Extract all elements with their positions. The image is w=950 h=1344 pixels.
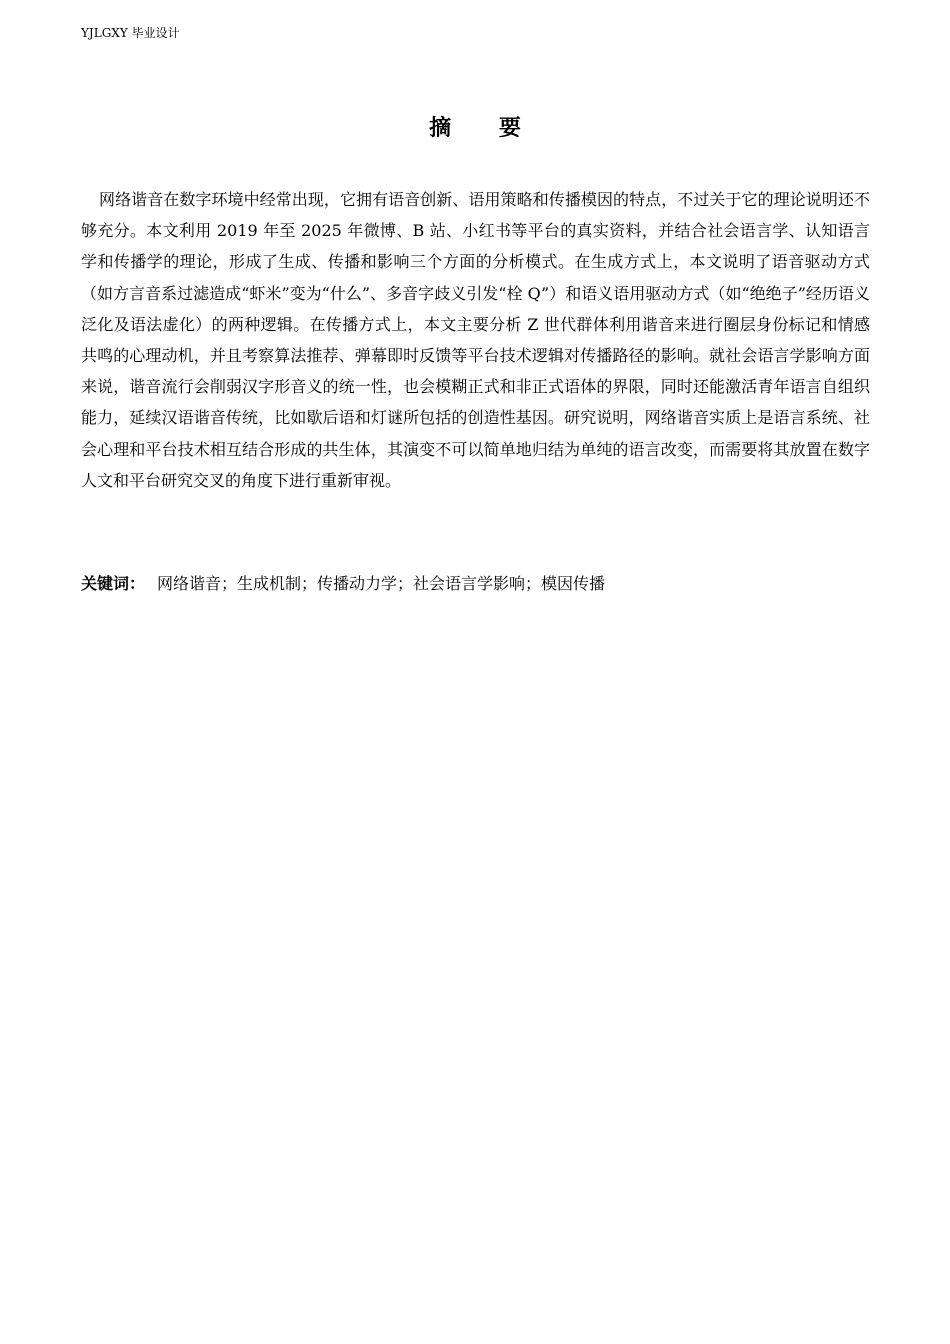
abstract-title: 摘 要 (429, 116, 541, 141)
keywords-label: 关键词： (81, 574, 146, 593)
keywords-value: 网络谐音；生成机制；传播动力学；社会语言学影响；模因传播 (157, 574, 606, 593)
page-header: YJLGXY 毕业设计 (81, 26, 180, 40)
keywords-line (81, 568, 870, 599)
abstract-body: 网络谐音在数字环境中经常出现，它拥有语音创新、语用策略和传播模因的特点，不过关于它的理论说明还不够充分。本文利用 2019 年至 2025 年微博、B 站、小红书等平台的真实资料，并结合社会语言学、认知语言学和传播学的理论，形成了生成、传播和影响三个方面的分析模式。在生成方式上，本文说明了语音驱动方式（如方言音系过滤造成“虾米”变为“什么”、多音字歧义引发“栓 Q”）和语义语用驱动方式（如“绝绝子”经历语义泛化及语法虚化）的两种逻辑。在传播方式上，本文主要分析 Z 世代群体利用谐音来进行圈层身份标记和情感共鸣的心理动机，并且考察算法推荐、弹幕即时反馈等平台技术逻辑对传播路径的影响。就社会语言学影响方面来说，谐音流行会削弱汉字形音义的统一性，也会模糊正式和非正式语体的界限，同时还能激活青年语言自组织能力，延续汉语谐音传统，比如歇后语和灯谜所包括的创造性基因。研究说明，网络谐音实质上是语言系统、社会心理和平台技术相互结合形成的共生体，其演变不可以简单地归结为单纯的语言改变，而需要将其放置在数字人文和平台研究交叉的角度下进行重新审视。 (81, 190, 870, 490)
